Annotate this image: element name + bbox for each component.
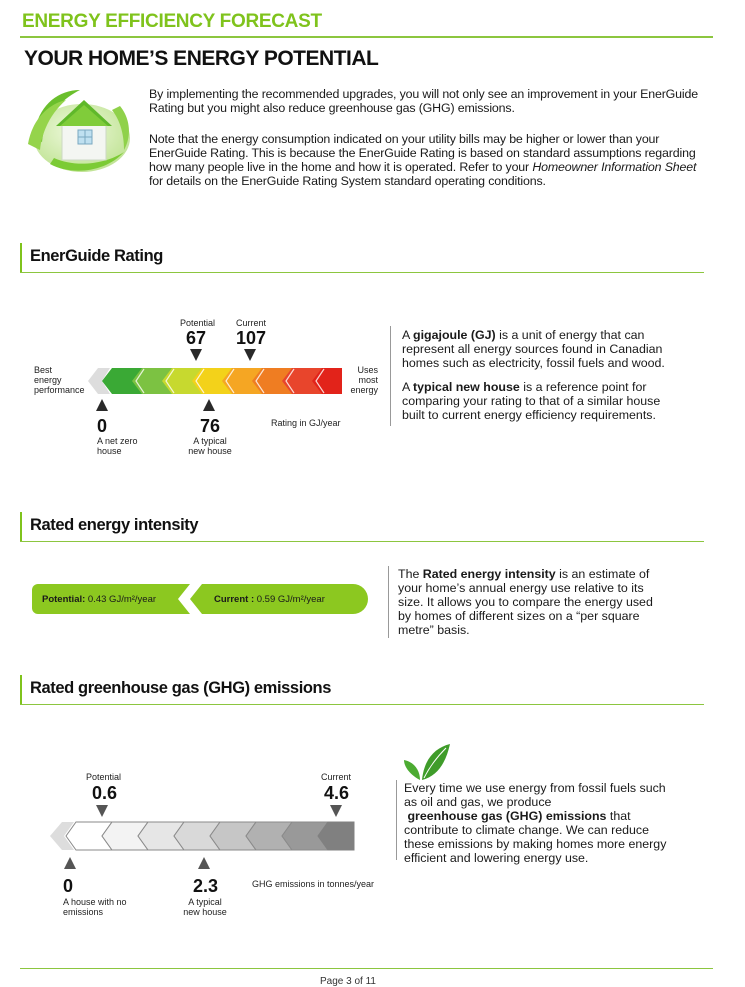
side-note-divider — [396, 780, 397, 860]
ghg-typical-value: 2.3 — [193, 876, 219, 896]
leaf-icon — [402, 742, 452, 782]
typical-caption-line-2: new house — [188, 446, 232, 456]
ghg-zero-value: 0 — [63, 876, 74, 896]
ghg-note-text-1: Every time we use energy from fossil fuels such as oil and gas, we produce — [404, 781, 666, 809]
potential-marker-icon — [190, 349, 202, 361]
side-note-divider — [388, 566, 389, 638]
page-subtitle: YOUR HOME’S ENERGY POTENTIAL — [24, 47, 379, 70]
gigajoule-term: gigajoule (GJ) — [413, 328, 496, 342]
section-accent-bar — [20, 243, 22, 272]
ghg-typical-caption-line-2: new house — [183, 907, 227, 917]
ghg-typical-caption — [180, 897, 230, 917]
ghg-emissions-term: greenhouse gas (GHG) emissions — [407, 809, 607, 823]
homeowner-info-sheet-reference: Homeowner Information Sheet — [532, 160, 697, 174]
section-accent-bar — [20, 512, 22, 541]
footer-divider — [20, 968, 713, 969]
intro-paragraph-2-start: Note that the energy consumption indicated on your utility bills may be higher or lower than your EnerGuide Rating. This is because the EnerGuide Rating is based on standard assumptions regarding how many people live in the home and how it is operated. Refer to your — [149, 132, 696, 174]
no-emissions-caption-line-2: emissions — [63, 907, 104, 917]
energuide-zero-value: 0 — [97, 416, 108, 436]
intensity-current-label: Current : — [214, 594, 255, 605]
best-performance-label — [34, 365, 85, 395]
no-emissions-caption-line-1: A house with no — [63, 897, 127, 907]
ghg-current-value: 4.6 — [324, 783, 350, 803]
ghg-potential-label: Potential — [86, 772, 122, 782]
typical-house-note-text: is a reference point for comparing your rating to that of a similar house built to current energy efficiency requirements. — [402, 380, 661, 422]
intensity-potential-label: Potential: — [42, 594, 86, 605]
best-label-line-1: Best — [34, 365, 53, 375]
energuide-typical-value: 76 — [200, 416, 221, 436]
typical-house-caption — [185, 436, 235, 456]
ghg-potential-marker-icon — [96, 805, 108, 817]
best-label-line-3: performance — [34, 385, 85, 395]
green-house-icon — [20, 78, 140, 178]
page-header-title: ENERGY EFFICIENCY FORECAST — [22, 11, 322, 32]
gigajoule-note — [402, 328, 672, 370]
typical-house-note — [402, 380, 672, 422]
ghg-note — [404, 781, 674, 865]
energuide-current-value: 107 — [236, 328, 267, 348]
ghg-potential-value: 0.6 — [92, 783, 118, 803]
intensity-potential-text — [42, 594, 156, 605]
most-label-line-3: energy — [350, 385, 378, 395]
energuide-potential-value: 67 — [186, 328, 207, 348]
intensity-current-text — [214, 594, 325, 605]
current-marker-icon — [244, 349, 256, 361]
ghg-emissions-scale — [40, 820, 370, 852]
intensity-note-prefix: The — [398, 567, 423, 581]
ghg-typical-caption-line-1: A typical — [188, 897, 222, 907]
typical-note-prefix: A — [402, 380, 414, 394]
net-zero-caption-line-1: A net zero — [97, 436, 138, 446]
energuide-rating-scale — [80, 366, 350, 396]
net-zero-marker-icon — [96, 399, 108, 411]
intro-paragraph-1: By implementing the recommended upgrades, you will not only see an improvement in your EnerGuide Rating but you might also reduce greenhouse gas (GHG) emissions. — [149, 87, 698, 115]
ghg-section-title: Rated greenhouse gas (GHG) emissions — [30, 679, 332, 697]
ghg-typical-marker-icon — [198, 857, 210, 869]
intro-paragraph-2-end: for details on the EnerGuide Rating System standard operating conditions. — [149, 174, 546, 188]
intensity-current-value: 0.59 GJ/m²/year — [254, 594, 325, 605]
energuide-section-title: EnerGuide Rating — [30, 247, 163, 265]
intro-paragraph-2 — [149, 132, 709, 188]
chevron-left-icon — [176, 584, 202, 614]
gigajoule-note-prefix: A — [402, 328, 414, 342]
ghg-units-label: GHG emissions in tonnes/year — [252, 879, 375, 889]
no-emissions-marker-icon — [64, 857, 76, 869]
typical-caption-line-1: A typical — [193, 436, 227, 446]
ghg-scale-segments — [66, 822, 354, 850]
typical-house-term: typical new house — [413, 380, 520, 394]
ghg-note-text-2: that contribute to climate change. We can reduce these emissions by making homes more energy efficient and lowering energy use. — [404, 809, 667, 865]
page-number: Page 3 of 11 — [320, 976, 376, 987]
energuide-current-label: Current — [236, 318, 267, 328]
most-label-line-1: Uses — [357, 365, 378, 375]
side-note-divider — [390, 326, 391, 426]
energuide-potential-label: Potential — [180, 318, 216, 328]
gigajoule-note-text: is a unit of energy that can represent all energy sources found in Canadian homes such as electricity, fossil fuels and wood. — [402, 328, 665, 370]
ghg-current-label: Current — [321, 772, 352, 782]
typical-house-marker-icon — [203, 399, 215, 411]
intensity-section-title: Rated energy intensity — [30, 516, 199, 534]
section-divider — [20, 704, 704, 705]
section-divider — [20, 272, 704, 273]
energy-intensity-note-text: is an estimate of your home’s annual energy use relative to its size. It allows you to compare the energy used by homes of different sizes on a “per square metre” basis. — [398, 567, 653, 637]
best-label-line-2: energy — [34, 375, 62, 385]
ghg-current-marker-icon — [330, 805, 342, 817]
energuide-units-label: Rating in GJ/year — [271, 418, 341, 428]
energy-intensity-term: Rated energy intensity — [422, 567, 556, 581]
section-divider — [20, 541, 704, 542]
no-emissions-caption — [63, 897, 127, 917]
energy-intensity-note — [398, 567, 658, 637]
energuide-scale-segments — [102, 368, 342, 394]
net-zero-caption — [97, 436, 138, 456]
net-zero-caption-line-2: house — [97, 446, 122, 456]
most-label-line-2: most — [358, 375, 378, 385]
section-accent-bar — [20, 675, 22, 704]
header-divider — [20, 36, 713, 38]
intensity-potential-value: 0.43 GJ/m²/year — [85, 594, 157, 605]
